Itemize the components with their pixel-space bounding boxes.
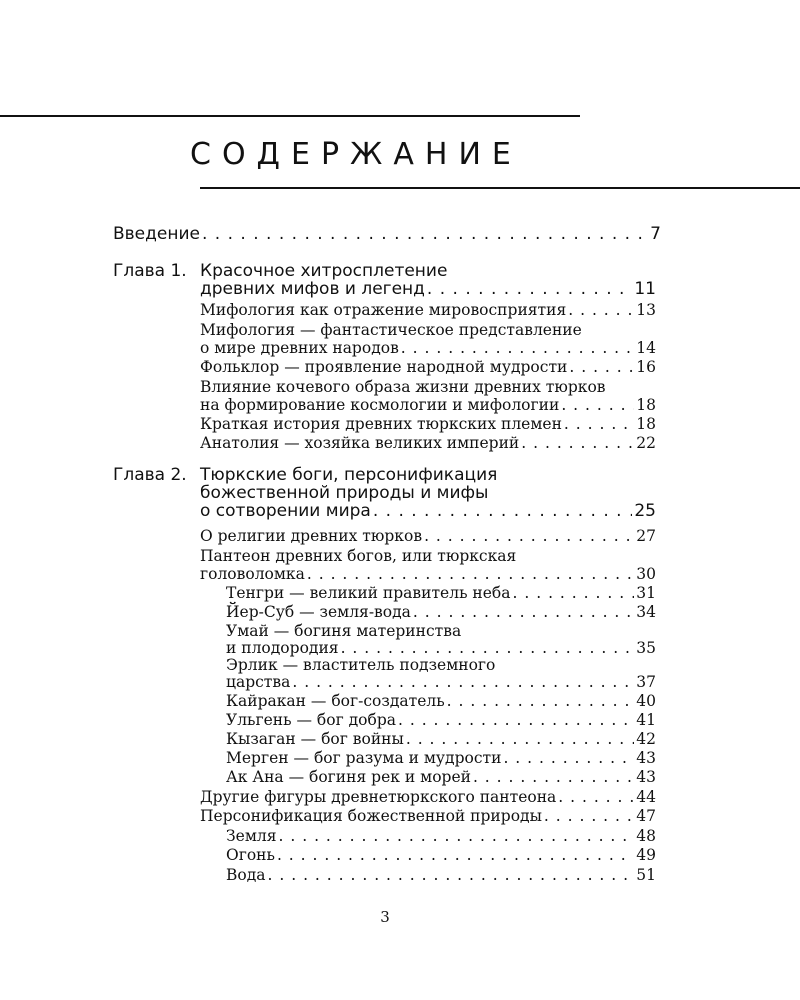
toc-entry[interactable] <box>200 339 656 357</box>
toc-entry-label: Фольклор — проявление народной мудрости <box>200 358 568 376</box>
dot-leader <box>406 730 634 748</box>
toc-subentry[interactable] <box>226 639 656 657</box>
toc-entry-label: Кайракан — бог-создатель <box>226 692 445 710</box>
toc-subentry[interactable] <box>226 768 656 786</box>
toc-entry-page: 43 <box>636 749 656 767</box>
toc-entry-label: Кызаган — бог войны <box>226 730 404 748</box>
chapter2-prefix: Глава 2. <box>113 465 187 485</box>
toc-entry-page: 16 <box>636 358 656 376</box>
toc-entry-label: головоломка <box>200 565 305 583</box>
toc-entry[interactable] <box>200 358 656 376</box>
toc-entry-label: Йер-Суб — земля-вода <box>226 603 411 621</box>
toc-entry-label: Введение <box>113 224 200 244</box>
toc-entry-page: 51 <box>636 866 656 884</box>
dot-leader <box>277 846 634 864</box>
toc-entry-page: 14 <box>636 339 656 357</box>
toc-subentry[interactable] <box>226 866 656 884</box>
toc-entry[interactable] <box>200 301 656 319</box>
dot-leader <box>398 711 634 729</box>
toc-entry-label: о мире древних народов <box>200 339 399 357</box>
toc-entry[interactable] <box>200 788 656 806</box>
toc-entry-page: 49 <box>636 846 656 864</box>
toc-entry-intro[interactable] <box>113 224 661 244</box>
dot-leader <box>521 434 634 452</box>
chapter2-title-line2: божественной природы и мифы <box>200 483 489 503</box>
dot-leader <box>503 749 634 767</box>
toc-entry-label: древних мифов и легенд <box>200 279 425 299</box>
toc-entry-page: 7 <box>650 224 661 244</box>
dot-leader <box>279 827 635 845</box>
toc-entry-page: 34 <box>636 603 656 621</box>
toc-entry-page: 22 <box>636 434 656 452</box>
dot-leader <box>569 358 634 376</box>
dot-leader <box>424 527 634 545</box>
toc-subentry-line1: Умай — богиня материнства <box>226 622 462 640</box>
dot-leader <box>268 866 635 884</box>
toc-entry-page: 11 <box>634 279 656 299</box>
dot-leader <box>373 501 633 521</box>
dot-leader <box>564 415 634 433</box>
toc-entry[interactable] <box>200 415 656 433</box>
dot-leader <box>401 339 634 357</box>
toc-entry-label: Персонификация божественной природы <box>200 807 542 825</box>
toc-subentry[interactable] <box>226 730 656 748</box>
toc-entry-label: и плодородия <box>226 639 339 657</box>
toc-entry-label: Земля <box>226 827 277 845</box>
toc-entry-label: Ак Ана — богиня рек и морей <box>226 768 471 786</box>
chapter1-prefix: Глава 1. <box>113 261 187 281</box>
toc-entry-page: 27 <box>636 527 656 545</box>
dot-leader <box>544 807 634 825</box>
dot-leader <box>427 279 632 299</box>
dot-leader <box>558 788 634 806</box>
toc-entry-label: Другие фигуры древнетюркского пантеона <box>200 788 557 806</box>
chapter1-title-line1: Красочное хитросплетение <box>200 261 448 281</box>
toc-entry-page: 41 <box>636 711 656 729</box>
toc-entry-line1: Влияние кочевого образа жизни древних тюрков <box>200 378 606 396</box>
dot-leader <box>568 301 634 319</box>
toc-subentry[interactable] <box>226 827 656 845</box>
toc-entry-label: царства <box>226 673 291 691</box>
toc-entry-label: Ульгень — бог добра <box>226 711 396 729</box>
toc-entry-label: на формирование космологии и мифологии <box>200 396 560 414</box>
dot-leader <box>473 768 634 786</box>
toc-entry[interactable] <box>200 807 656 825</box>
toc-entry-line1: Мифология — фантастическое представление <box>200 321 582 339</box>
toc-entry-page: 35 <box>636 639 656 657</box>
toc-subentry[interactable] <box>226 603 656 621</box>
dot-leader <box>447 692 635 710</box>
toc-subentry-line1: Эрлик — властитель подземного <box>226 656 496 674</box>
toc-entry-label: Анатолия — хозяйка великих империй <box>200 434 520 452</box>
toc-entry-chapter2[interactable] <box>200 501 656 521</box>
dot-leader <box>292 673 634 691</box>
page-title: СОДЕРЖАНИЕ <box>190 137 522 172</box>
toc-entry-label: Тенгри — великий правитель неба <box>226 584 511 602</box>
dot-leader <box>561 396 634 414</box>
toc-subentry[interactable] <box>226 673 656 691</box>
toc-subentry[interactable] <box>226 711 656 729</box>
toc-entry-label: Мерген — бог разума и мудрости <box>226 749 502 767</box>
toc-entry-page: 47 <box>636 807 656 825</box>
toc-entry-page: 25 <box>634 501 656 521</box>
toc-entry-label: О религии древних тюрков <box>200 527 423 545</box>
toc-entry-page: 18 <box>636 415 656 433</box>
toc-subentry[interactable] <box>226 846 656 864</box>
toc-entry-label: Огонь <box>226 846 275 864</box>
toc-entry[interactable] <box>200 527 656 545</box>
toc-entry-page: 43 <box>636 768 656 786</box>
toc-entry-page: 42 <box>636 730 656 748</box>
toc-entry-label: Вода <box>226 866 266 884</box>
toc-entry-page: 40 <box>636 692 656 710</box>
toc-entry-label: о сотворении мира <box>200 501 371 521</box>
dot-leader <box>202 224 648 244</box>
toc-subentry[interactable] <box>226 584 656 602</box>
toc-entry-label: Краткая история древних тюркских племен <box>200 415 562 433</box>
toc-subentry[interactable] <box>226 692 656 710</box>
chapter2-title-line1: Тюркские боги, персонификация <box>200 465 498 485</box>
dot-leader <box>307 565 634 583</box>
toc-entry[interactable] <box>200 434 656 452</box>
toc-entry-chapter1[interactable] <box>200 279 656 299</box>
dot-leader <box>513 584 635 602</box>
toc-entry-label: Мифология как отражение мировосприятия <box>200 301 567 319</box>
toc-entry-page: 13 <box>636 301 656 319</box>
toc-entry-page: 31 <box>636 584 656 602</box>
toc-entry[interactable] <box>200 565 656 583</box>
toc-subentry[interactable] <box>226 749 656 767</box>
toc-entry-page: 18 <box>636 396 656 414</box>
toc-entry-line1: Пантеон древних богов, или тюркская <box>200 547 517 565</box>
toc-entry-page: 48 <box>636 827 656 845</box>
toc-entry-page: 37 <box>636 673 656 691</box>
dot-leader <box>413 603 634 621</box>
toc-entry[interactable] <box>200 396 656 414</box>
toc-entry-page: 30 <box>636 565 656 583</box>
dot-leader <box>341 639 635 657</box>
page-number: 3 <box>380 908 390 926</box>
toc-entry-page: 44 <box>636 788 656 806</box>
